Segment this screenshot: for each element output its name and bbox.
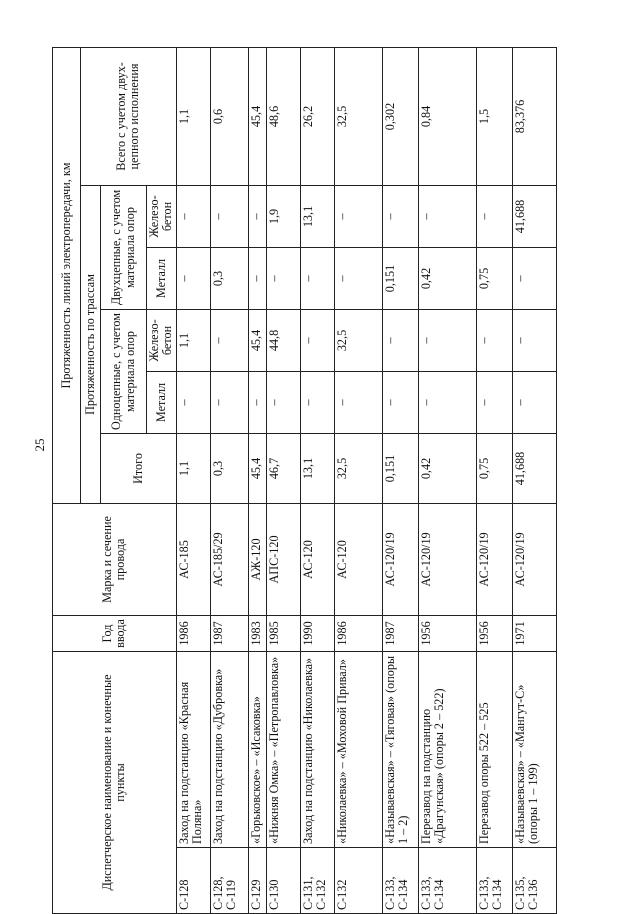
row-total: 0,75	[476, 433, 512, 503]
row-double-metal: –	[334, 247, 382, 309]
row-single-metal: –	[382, 371, 418, 433]
row-double-concrete: –	[418, 185, 476, 247]
row-wire: АС-120	[334, 503, 382, 615]
row-total: 1,1	[176, 433, 210, 503]
row-single-metal: –	[210, 371, 248, 433]
row-single-metal: –	[418, 371, 476, 433]
row-single-metal: –	[334, 371, 382, 433]
row-year: 1986	[176, 615, 210, 651]
row-total: 0,151	[382, 433, 418, 503]
row-double-metal: –	[266, 247, 300, 309]
row-year: 1956	[476, 615, 512, 651]
power-lines-table	[52, 47, 557, 914]
row-name: «Называевская» – «Тяговая» (опоры 1 – 2)	[382, 651, 418, 847]
row-code: С-129	[248, 848, 266, 914]
row-code: С-132	[334, 848, 382, 914]
row-double-concrete: –	[248, 185, 266, 247]
row-wire: АС-185	[176, 503, 210, 615]
row-code: С-135, С-136	[512, 848, 556, 914]
row-total: 41,688	[512, 433, 556, 503]
row-double-metal: –	[300, 247, 334, 309]
row-grand-total: 45,4	[248, 47, 266, 185]
row-double-concrete: –	[334, 185, 382, 247]
row-total: 46,7	[266, 433, 300, 503]
row-single-concrete: –	[418, 309, 476, 371]
row-double-metal: 0,151	[382, 247, 418, 309]
table-row	[300, 47, 334, 913]
row-wire: АС-120/19	[512, 503, 556, 615]
row-total: 0,3	[210, 433, 248, 503]
row-name: Перезавод на подстанцию «Драгунская» (опоры 2 – 522)	[418, 651, 476, 847]
row-single-concrete: –	[300, 309, 334, 371]
row-single-concrete: 44,8	[266, 309, 300, 371]
header-year: Год ввода	[53, 615, 177, 651]
table-row	[476, 47, 512, 913]
row-grand-total: 0,84	[418, 47, 476, 185]
row-wire: АС-120/19	[418, 503, 476, 615]
row-name: Заход на подстанцию «Дубровка»	[210, 651, 248, 847]
row-wire: АЖ-120	[248, 503, 266, 615]
row-grand-total: 1,1	[176, 47, 210, 185]
row-year: 1985	[266, 615, 300, 651]
row-double-metal: 0,3	[210, 247, 248, 309]
header-double-metal: Металл	[147, 247, 177, 309]
row-code: С-130	[266, 848, 300, 914]
header-single-concrete: Железо-бетон	[147, 309, 177, 371]
row-year: 1990	[300, 615, 334, 651]
row-double-metal: –	[176, 247, 210, 309]
row-single-concrete: 45,4	[248, 309, 266, 371]
row-double-concrete: 41,688	[512, 185, 556, 247]
row-single-metal: –	[300, 371, 334, 433]
row-grand-total: 48,6	[266, 47, 300, 185]
row-double-concrete: –	[176, 185, 210, 247]
row-code: С-128	[176, 848, 210, 914]
table-row	[266, 47, 300, 913]
row-single-concrete: 32,5	[334, 309, 382, 371]
row-double-metal: 0,42	[418, 247, 476, 309]
table-row	[210, 47, 248, 913]
header-single-metal: Металл	[147, 371, 177, 433]
row-double-concrete: 13,1	[300, 185, 334, 247]
row-double-concrete: 1,9	[266, 185, 300, 247]
row-code: С-131, С-132	[300, 848, 334, 914]
table-row	[512, 47, 556, 913]
row-single-concrete: 1,1	[176, 309, 210, 371]
row-double-metal: 0,75	[476, 247, 512, 309]
row-total: 13,1	[300, 433, 334, 503]
row-code: С-133, С-134	[476, 848, 512, 914]
row-year: 1986	[334, 615, 382, 651]
row-double-concrete: –	[210, 185, 248, 247]
header-name: Диспетчерское наименование и конечные пункты	[53, 651, 177, 913]
row-year: 1971	[512, 615, 556, 651]
row-total: 32,5	[334, 433, 382, 503]
table-row	[382, 47, 418, 913]
row-wire: АПС-120	[266, 503, 300, 615]
row-wire: АС-185/29	[210, 503, 248, 615]
row-single-concrete: –	[210, 309, 248, 371]
row-grand-total: 83,376	[512, 47, 556, 185]
row-year: 1956	[418, 615, 476, 651]
row-single-concrete: –	[382, 309, 418, 371]
row-name: «Нижняя Омка» – «Петропавловка»	[266, 651, 300, 847]
row-double-concrete: –	[476, 185, 512, 247]
row-name: «Горьковское» – «Исаковка»	[248, 651, 266, 847]
row-code: С-128, С-119	[210, 848, 248, 914]
row-name: Заход на подстанцию «Николаевка»	[300, 651, 334, 847]
table-row	[334, 47, 382, 913]
header-wire: Марка и сечение провода	[53, 503, 177, 615]
row-wire: АС-120/19	[476, 503, 512, 615]
row-grand-total: 0,6	[210, 47, 248, 185]
row-wire: АС-120	[300, 503, 334, 615]
row-code: С-133, С-134	[418, 848, 476, 914]
row-single-metal: –	[512, 371, 556, 433]
table-row	[176, 47, 210, 913]
row-total: 0,42	[418, 433, 476, 503]
row-single-metal: –	[176, 371, 210, 433]
header-single-circuit: Одноцепные, с учетом материала опор	[101, 309, 147, 433]
header-double-circuit: Двухцепные, с учетом материала опор	[101, 185, 147, 309]
table-row	[248, 47, 266, 913]
row-double-metal: –	[512, 247, 556, 309]
table-header	[53, 47, 177, 913]
row-name: «Называевская» – «Мангут-С» (опоры 1 – 199)	[512, 651, 556, 847]
page-number: 25	[32, 438, 47, 452]
row-single-metal: –	[476, 371, 512, 433]
header-route-length: Протяженность по трассам	[81, 185, 101, 503]
row-wire: АС-120/19	[382, 503, 418, 615]
row-single-concrete: –	[476, 309, 512, 371]
row-grand-total: 32,5	[334, 47, 382, 185]
row-name: «Николаевка» – «Моховой Привал»	[334, 651, 382, 847]
rotated-table-container	[52, 48, 606, 914]
row-double-metal: –	[248, 247, 266, 309]
row-year: 1987	[210, 615, 248, 651]
row-grand-total: 1,5	[476, 47, 512, 185]
row-grand-total: 26,2	[300, 47, 334, 185]
header-double-concrete: Железо-бетон	[147, 185, 177, 247]
row-name: Заход на подстанцию «Красная Поляна»	[176, 651, 210, 847]
header-grand-total: Всего с учетом двух-цепного исполнения	[81, 47, 177, 185]
row-name: Перезавод опоры 522 – 525	[476, 651, 512, 847]
table-body	[176, 47, 556, 913]
row-single-metal: –	[248, 371, 266, 433]
row-single-metal: –	[266, 371, 300, 433]
header-length-group: Протяженность линий электропередачи, км	[53, 47, 81, 503]
row-double-concrete: –	[382, 185, 418, 247]
row-single-concrete: –	[512, 309, 556, 371]
table-row	[418, 47, 476, 913]
header-total: Итого	[101, 433, 177, 503]
row-year: 1987	[382, 615, 418, 651]
row-year: 1983	[248, 615, 266, 651]
row-total: 45,4	[248, 433, 266, 503]
row-code: С-133, С-134	[382, 848, 418, 914]
row-grand-total: 0,302	[382, 47, 418, 185]
